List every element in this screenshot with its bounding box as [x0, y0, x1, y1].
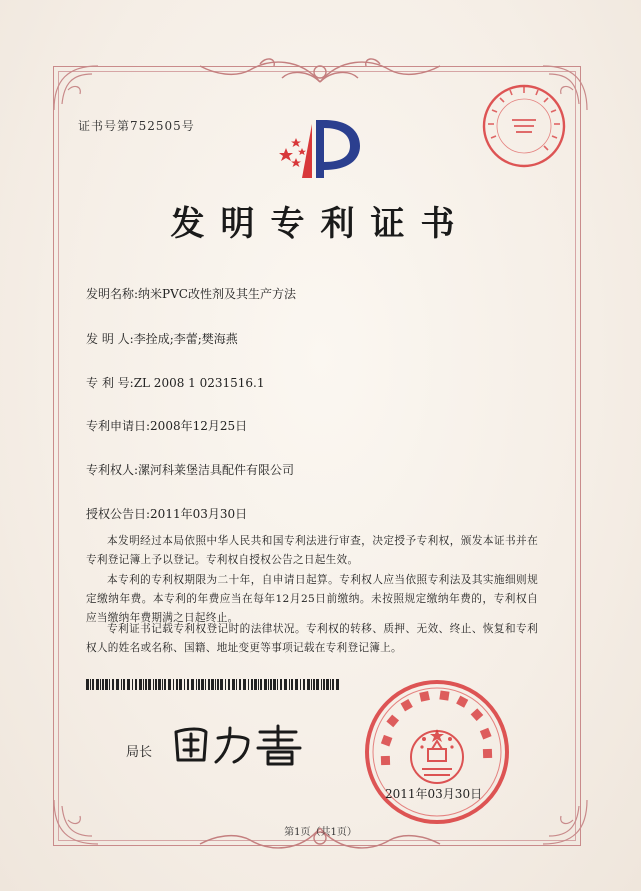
body-paragraph: 本专利的专利权期限为二十年，自申请日起算。专利权人应当依照专利法及其实施细则规定缴纳年费。本专利的年费应当在每年12月25日前缴纳。未按照规定缴纳年费的，专利权自应当缴纳年费期满之日起终止。 — [86, 574, 538, 624]
top-ornament-icon — [190, 52, 450, 88]
field-label: 专 利 号: — [86, 376, 134, 390]
field-value: ZL 2008 1 0231516.1 — [133, 376, 265, 390]
field-value: 纳米PVC改性剂及其生产方法 — [138, 287, 296, 301]
issue-date: 2011年03月30日 — [385, 787, 483, 801]
certificate-number: 证书号第752505号 — [78, 119, 195, 133]
patent-number-field — [86, 374, 265, 391]
signer-label: 局长 — [126, 745, 153, 760]
body-paragraph: 本发明经过本局依照中华人民共和国专利法进行审查，决定授予专利权，颁发本证书并在专利登记簿上予以登记。专利权自授权公告之日起生效。 — [86, 535, 538, 566]
field-label: 发 明 人: — [86, 332, 134, 346]
patent-office-logo-icon — [272, 112, 368, 186]
inventors-field — [86, 330, 238, 347]
field-label: 授权公告日: — [86, 507, 151, 521]
field-label: 专利权人: — [86, 463, 139, 477]
tax-stamp-seal — [480, 82, 568, 170]
filing-date-field — [86, 417, 247, 434]
field-label: 发明名称: — [86, 287, 139, 301]
page-number: 第1页（共1页） — [284, 827, 357, 838]
barcode-icon — [86, 679, 340, 690]
field-value: 漯河科莱堡洁具配件有限公司 — [138, 463, 295, 477]
field-label: 专利申请日: — [86, 419, 151, 433]
corner-ornament-icon — [48, 770, 128, 850]
invention-name-field — [86, 285, 296, 302]
handwritten-signature — [168, 718, 308, 768]
national-ipa-seal — [362, 677, 512, 827]
field-value: 2011年03月30日 — [150, 507, 248, 521]
page-title: 发明专利证书 — [170, 204, 471, 244]
patentee-field — [86, 461, 294, 478]
corner-ornament-icon — [513, 770, 593, 850]
field-value: 李拴成;李蕾;樊海燕 — [133, 332, 238, 346]
field-value: 2008年12月25日 — [150, 419, 248, 433]
announcement-date-field — [86, 505, 247, 522]
body-paragraph: 专利证书记载专利权登记时的法律状况。专利权的转移、质押、无效、终止、恢复和专利权人的姓名或名称、国籍、地址变更等事项记载在专利登记簿上。 — [86, 623, 538, 654]
